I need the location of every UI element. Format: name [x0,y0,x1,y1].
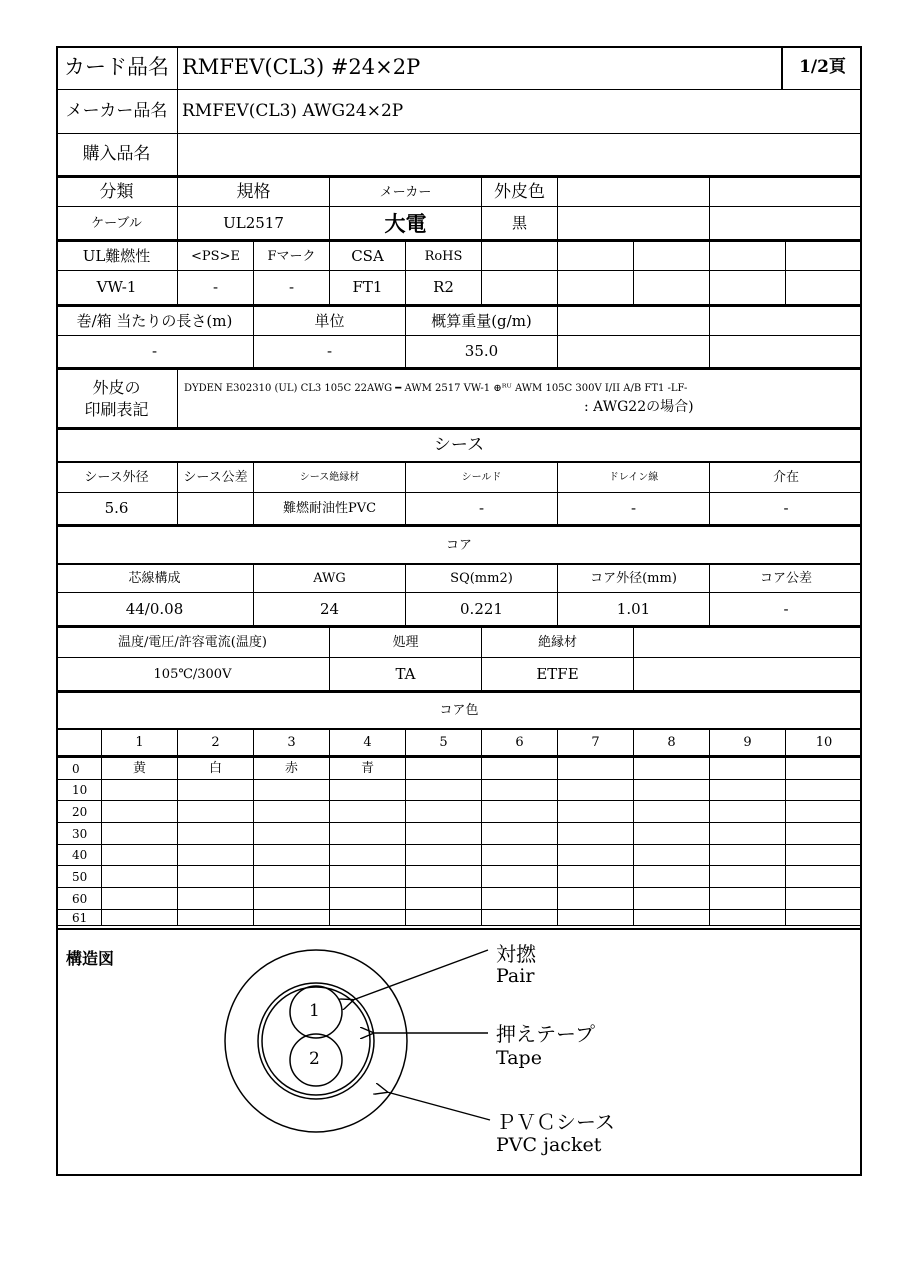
core-od-value: 1.01 [558,593,710,628]
length-empty-header-2 [710,307,862,336]
color-cell-empty [178,780,254,801]
csa-value: FT1 [330,271,406,307]
color-cell-empty [178,888,254,910]
color-cell-empty [786,823,862,845]
sheath-od-value: 5.6 [56,493,178,527]
filler-value: - [710,493,862,527]
shield-value: - [406,493,558,527]
color-cell-empty [482,801,558,823]
color-cell-empty [558,823,634,845]
color-column-header: 7 [558,730,634,758]
length-per-reel-header: 巻/箱 当たりの長さ(m) [56,307,254,336]
maker-header: メーカー [330,178,482,207]
maker-name-label: メーカー品名 [56,90,178,134]
color-cell-empty [406,910,482,926]
color-cell-empty [786,780,862,801]
color-cell-empty [482,780,558,801]
core-insulation-header: 絶縁材 [482,628,634,658]
print-marking-value [178,370,862,430]
card-name-value: RMFEV(CL3) #24×2P [178,46,782,90]
class-header: 分類 [56,178,178,207]
color-cell-empty [634,910,710,926]
pse-header: <PS>E [178,242,254,271]
structure-area [56,928,862,1176]
awg-header: AWG [254,565,406,593]
color-cell-empty [178,823,254,845]
weight-header: 概算重量(g/m) [406,307,558,336]
color-cell-empty [634,866,710,888]
sheath-tolerance-header: シース公差 [178,463,254,493]
color-cell-empty [330,910,406,926]
unit-value: - [254,336,406,370]
weight-value: 35.0 [406,336,558,370]
color-column-header: 5 [406,730,482,758]
temp-voltage-header: 温度/電圧/許容電流(温度) [56,628,330,658]
maker-value: 大電 [330,207,482,242]
sheath-title: シース [56,430,862,463]
color-row-label: 0 [56,758,102,780]
color-row-label: 50 [56,866,102,888]
color-cell-empty [558,910,634,926]
temp-voltage-value: 105℃/300V [56,658,330,693]
core-color-cell [710,758,786,780]
color-row-label: 30 [56,823,102,845]
f-mark-header: Fマーク [254,242,330,271]
length-empty-header-1 [558,307,710,336]
wire-2-label: 2 [309,1049,320,1069]
color-cell-empty [254,866,330,888]
jacket-label-jp: ＰＶＣシース [496,1110,615,1134]
class-empty-value-1 [558,207,710,242]
color-cell-empty [786,845,862,866]
flame-empty-value-5 [786,271,862,307]
pse-value: - [178,271,254,307]
flame-empty-header-1 [482,242,558,271]
core-tolerance-header: コア公差 [710,565,862,593]
color-cell-empty [406,845,482,866]
purchase-name-label: 購入品名 [56,134,178,178]
tape-label-en: Tape [496,1047,542,1069]
core-color-cell: 青 [330,758,406,780]
color-cell-empty [406,780,482,801]
drain-wire-value: - [558,493,710,527]
color-cell-empty [634,888,710,910]
sq-value: 0.221 [406,593,558,628]
treatment-header: 処理 [330,628,482,658]
color-cell-empty [102,866,178,888]
color-cell-empty [254,845,330,866]
flame-empty-header-3 [634,242,710,271]
color-cell-empty [634,823,710,845]
color-row-label: 10 [56,780,102,801]
color-cell-empty [482,910,558,926]
rohs-header: RoHS [406,242,482,271]
print-marking-text: DYDEN E302310 (UL) CL3 105C 22AWG ━ AWM 2517 VW-1 ⊕ᴿᵁ AWM 105C 300V I/II A/B FT1 -LF- [184,382,688,394]
core-color-cell [482,758,558,780]
color-column-header: 3 [254,730,330,758]
color-row-label: 61 [56,910,102,926]
color-cell-empty [634,845,710,866]
shield-header: シールド [406,463,558,493]
f-mark-value: - [254,271,330,307]
color-cell-empty [482,845,558,866]
color-cell-empty [254,910,330,926]
jacket-color-header: 外皮色 [482,178,558,207]
color-cell-empty [330,866,406,888]
page-number: 1/2頁 [782,46,862,90]
color-cell-empty [558,866,634,888]
sheath-insulation-header: シース絶縁材 [254,463,406,493]
color-cell-empty [786,866,862,888]
color-cell-empty [558,888,634,910]
drain-wire-header: ドレイン線 [558,463,710,493]
core-od-header: コア外径(mm) [558,565,710,593]
color-row-label: 60 [56,888,102,910]
color-cell-empty [710,866,786,888]
strand-config-value: 44/0.08 [56,593,254,628]
core-color-cell: 赤 [254,758,330,780]
print-marking-label-line1: 外皮の [92,377,141,397]
core-color-cell [558,758,634,780]
core-insulation-value: ETFE [482,658,634,693]
class-empty-value-2 [710,207,862,242]
pair-label-jp: 対撚 [496,942,536,966]
purchase-name-value [178,134,862,178]
jacket-label-en: PVC jacket [496,1134,602,1156]
color-cell-empty [634,780,710,801]
color-cell-empty [710,823,786,845]
color-cell-empty [710,801,786,823]
flame-empty-header-2 [558,242,634,271]
pair-label-en: Pair [496,965,535,987]
color-cell-empty [482,888,558,910]
color-cell-empty [254,823,330,845]
color-cell-empty [634,801,710,823]
flame-empty-value-4 [710,271,786,307]
color-cell-empty [710,845,786,866]
csa-header: CSA [330,242,406,271]
filler-header: 介在 [710,463,862,493]
core-tolerance-value: - [710,593,862,628]
length-empty-value-1 [558,336,710,370]
color-grid-corner [56,730,102,758]
color-cell-empty [254,780,330,801]
class-empty-header-1 [558,178,710,207]
flame-empty-value-3 [634,271,710,307]
awg-value: 24 [254,593,406,628]
color-row-label: 40 [56,845,102,866]
sheath-od-header: シース外径 [56,463,178,493]
color-cell-empty [330,801,406,823]
color-cell-empty [558,780,634,801]
color-cell-empty [102,888,178,910]
core-color-cell [786,758,862,780]
color-cell-empty [330,780,406,801]
wire-1-label: 1 [309,1001,320,1021]
treatment-value: TA [330,658,482,693]
color-column-header: 10 [786,730,862,758]
color-cell-empty [406,823,482,845]
color-cell-empty [710,910,786,926]
color-cell-empty [330,845,406,866]
standard-header: 規格 [178,178,330,207]
color-column-header: 2 [178,730,254,758]
flame-empty-value-2 [558,271,634,307]
color-cell-empty [558,845,634,866]
color-cell-empty [406,888,482,910]
print-marking-label-line2: 印刷表記 [84,399,149,419]
core2-empty-header [634,628,862,658]
class-empty-header-2 [710,178,862,207]
color-row-label: 20 [56,801,102,823]
ul-flame-header: UL難燃性 [56,242,178,271]
print-marking-note: : AWG22の場合) [584,398,694,415]
color-cell-empty [102,780,178,801]
color-cell-empty [482,823,558,845]
core2-empty-value [634,658,862,693]
card-name-label: カード品名 [56,46,178,90]
unit-header: 単位 [254,307,406,336]
rohs-value: R2 [406,271,482,307]
flame-empty-header-4 [710,242,786,271]
color-cell-empty [178,845,254,866]
color-cell-empty [330,888,406,910]
color-cell-empty [178,801,254,823]
core-color-title: コア色 [56,693,862,730]
color-cell-empty [786,910,862,926]
color-cell-empty [178,910,254,926]
color-column-header: 9 [710,730,786,758]
ul-flame-value: VW-1 [56,271,178,307]
color-cell-empty [102,801,178,823]
sq-header: SQ(mm2) [406,565,558,593]
color-column-header: 6 [482,730,558,758]
color-column-header: 4 [330,730,406,758]
core-color-cell: 黄 [102,758,178,780]
jacket-color-value: 黒 [482,207,558,242]
color-cell-empty [102,845,178,866]
structure-title: 構造図 [66,949,115,968]
sheath-insulation-value: 難燃耐油性PVC [254,493,406,527]
color-cell-empty [786,888,862,910]
length-per-reel-value: - [56,336,254,370]
color-cell-empty [102,823,178,845]
color-cell-empty [102,910,178,926]
tape-label-jp: 押えテープ [496,1022,595,1046]
color-cell-empty [254,801,330,823]
length-empty-value-2 [710,336,862,370]
color-cell-empty [482,866,558,888]
standard-value: UL2517 [178,207,330,242]
flame-empty-value-1 [482,271,558,307]
color-cell-empty [330,823,406,845]
print-marking-label [56,370,178,430]
strand-config-header: 芯線構成 [56,565,254,593]
color-cell-empty [254,888,330,910]
color-cell-empty [558,801,634,823]
flame-empty-header-5 [786,242,862,271]
color-cell-empty [710,780,786,801]
core-title: コア [56,527,862,565]
sheath-tolerance-value [178,493,254,527]
color-cell-empty [178,866,254,888]
core-color-cell [406,758,482,780]
color-cell-empty [710,888,786,910]
color-cell-empty [786,801,862,823]
class-value: ケーブル [56,207,178,242]
color-column-header: 8 [634,730,710,758]
maker-name-value: RMFEV(CL3) AWG24×2P [178,90,862,134]
color-cell-empty [406,801,482,823]
core-color-cell [634,758,710,780]
core-color-cell: 白 [178,758,254,780]
color-column-header: 1 [102,730,178,758]
color-cell-empty [406,866,482,888]
